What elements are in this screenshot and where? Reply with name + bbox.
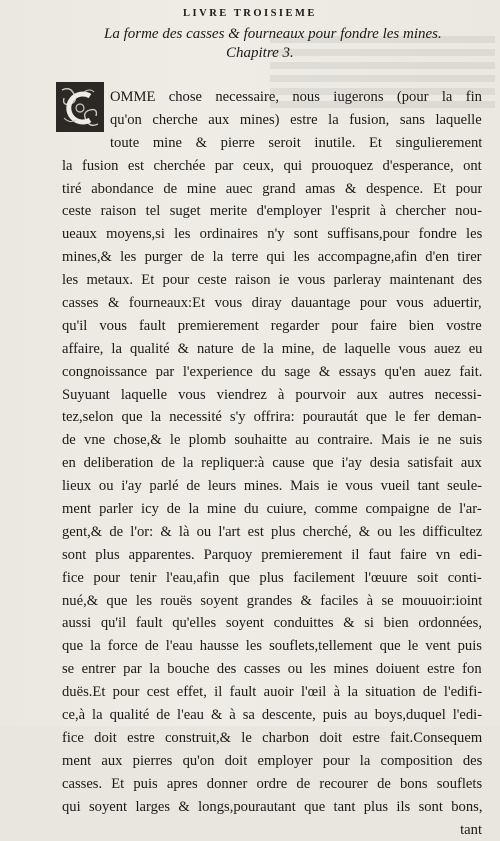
text-line: sont plus apparentes. Parquoy premierement il faut faire vn edi- (62, 544, 482, 567)
text-line: que la force de l'eau hausse les souflets,tellement que le vent puis (62, 635, 482, 658)
body-text (62, 86, 482, 841)
text-line: fice pour tenir l'eau,afin que plus facilement l'œuure soit conti- (62, 567, 482, 590)
text-line: duës.Et pour cest effet, il fault auoir l'œil à la situation de l'edifi- (62, 681, 482, 704)
chapter-number: Chapitre 3. (226, 44, 294, 62)
text-line: toute mine & pierre seroit inutile. Et singulierement (62, 132, 482, 155)
text-line: lieux ou i'ay parlé de leurs mines. Mais ie vous vueil tant seule- (62, 475, 482, 498)
text-line: ment parler icy de la mine du cuiure, comme compaigne de l'ar- (62, 498, 482, 521)
text-line: ment aux pierres qu'on doit employer pour la composition des (62, 750, 482, 773)
text-line: tiré abondance de mine auec grand amas & despence. Et pour (62, 178, 482, 201)
chapter-title: La forme des casses & fourneaux pour fondre les mines. (104, 25, 444, 43)
text-line: nué,& que les rouës soyent grandes & faciles à se mouuoir:ioint (62, 590, 482, 613)
text-line: ueaux moyens,si les ordinaires n'y sont suffisans,pour fondre les (62, 223, 482, 246)
text-line: fice doit estre construit,& le charbon doit estre fait.Consequem (62, 727, 482, 750)
text-line: qui soyent larges & longs,pourautant que tant plus ils sont bons, (62, 796, 482, 819)
text-line: en deliberation de la repliquer:à cause que i'ay desia satisfait aux (62, 452, 482, 475)
text-line: tez,selon que la necessité s'y offrira: pourautát que le fer deman- (62, 406, 482, 429)
text-line: ce,à la qualité de l'eau & à sa descente, puis au boys,duquel l'edi- (62, 704, 482, 727)
text-line: casses. Et puis apres donner ordre de recourer de bons souflets (62, 773, 482, 796)
text-line: la fusion est cherchée par ceux, qui prouoquez d'esperance, ont (62, 155, 482, 178)
text-line: qu'on cherche aux mines) estre la fusion, sans laquelle (62, 109, 482, 132)
text-line: casses & fourneaux:Et vous diray dauantage pour vous aduertir, (62, 292, 482, 315)
text-line: aussi qu'il fault qu'elles soyent conduittes & si bien ordonnées, (62, 612, 482, 635)
catchword: tant (62, 819, 482, 841)
text-line: gent,& de l'or: & là ou l'art est plus cherché, & ou les difficultez (62, 521, 482, 544)
text-line: de vne chose,& le plomb souhaitte au contraire. Mais ie ne suis (62, 429, 482, 452)
text-line: Suyuant laquelle vous viendrez à pourvoir aux autres necessi- (62, 384, 482, 407)
text-line: mines,& les purger de la terre qui les accompagne,afin d'en tirer (62, 246, 482, 269)
text-line: OMME chose necessaire, nous iugerons (pour la fin (62, 86, 482, 109)
text-line: se entrer par la bouche des casses ou les mines doiuent estre fon (62, 658, 482, 681)
text-line: congnoissance par l'experience du sage & essays qu'en auez fait. (62, 361, 482, 384)
text-line: ceste raison tel suget merite d'employer l'esprit à chercher nou- (62, 200, 482, 223)
running-head: LIVRE TROISIEME (0, 8, 500, 19)
text-line: les metaux. Et pour ceste raison ie vous parleray maintenant des (62, 269, 482, 292)
text-line: affaire, la qualité & nature de la mine, de laquelle vous auez eu (62, 338, 482, 361)
text-line: qu'il vous fault premierement regarder pour faire bien vostre (62, 315, 482, 338)
